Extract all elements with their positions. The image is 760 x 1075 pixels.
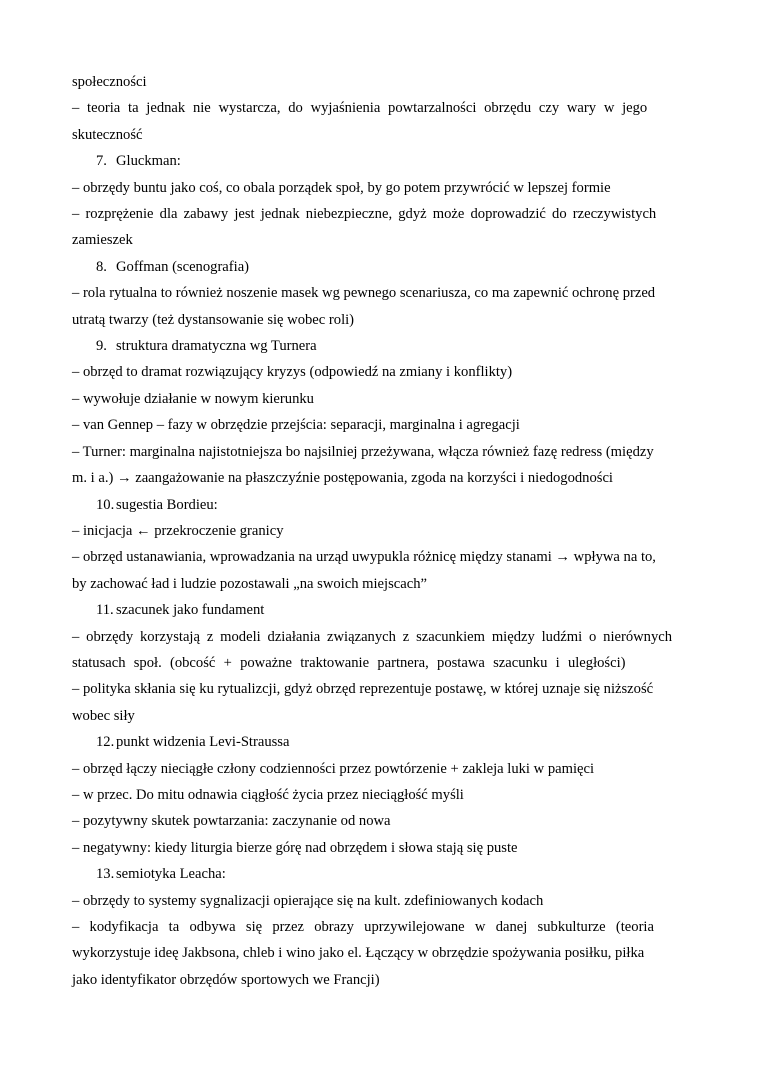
item-title: Gluckman: [116, 153, 181, 170]
text-line: – pozytywny skutek powtarzania: zaczynanie od nowa [72, 813, 391, 830]
text-line: wykorzystuje ideę Jakbsona, chleb i wino jako el. Łączący w obrzędzie spożywania posiłku, piłka [72, 945, 645, 962]
item-number: 11. [96, 602, 114, 619]
list-item-heading [72, 333, 688, 359]
text-line: skuteczność [72, 126, 143, 143]
text-line: m. i a.) → zaangażowanie na płaszczyźnie postępowania, zgoda na korzyści i niedogodności [72, 470, 613, 487]
text-line: statusach społ. (obcość + poważne traktowanie partnera, postawa szacunku i uległości) [72, 654, 626, 671]
document-page [72, 69, 688, 993]
text-line: – van Gennep – fazy w obrzędzie przejścia: separacji, marginalna i agregacji [72, 417, 520, 434]
item-number: 12. [96, 734, 115, 751]
item-title: struktura dramatyczna wg Turnera [116, 338, 317, 355]
text-line: wobec siły [72, 707, 135, 724]
text-line: – w przec. Do mitu odnawia ciągłość życia przez nieciągłość myśli [72, 786, 464, 803]
list-item-heading [72, 492, 688, 518]
item-number: 9. [96, 338, 107, 355]
item-title: punkt widzenia Levi-Straussa [116, 734, 290, 751]
text-line: zamieszek [72, 232, 133, 249]
text-line: społeczności [72, 74, 147, 90]
text-line: – inicjacja ← przekroczenie granicy [72, 522, 284, 539]
text-line: – Turner: marginalna najistotniejsza bo najsilniej przeżywana, włącza również fazę redress (między [72, 443, 654, 460]
item-number: 8. [96, 258, 107, 275]
list-item-heading [72, 861, 688, 887]
item-number: 10. [96, 496, 115, 513]
item-title: szacunek jako fundament [116, 602, 265, 619]
text-line: – rozprężenie dla zabawy jest jednak niebezpieczne, gdyż może doprowadzić do rzeczywistych [72, 206, 657, 223]
text-line: – obrzędy buntu jako coś, co obala porządek społ, by go potem przywrócić w lepszej formie [72, 179, 611, 196]
text-line: – rola rytualna to również noszenie masek wg pewnego scenariusza, co ma zapewnić ochronę przed [72, 285, 656, 302]
item-title: sugestia Bordieu: [116, 496, 218, 513]
text-line: – obrzęd łączy nieciągłe człony codzienności przez powtórzenie + zakleja luki w pamięci [72, 760, 595, 777]
text-line: – kodyfikacja ta odbywa się przez obrazy uprzywilejowane w danej subkulturze (teoria [72, 919, 654, 935]
text-line: – obrzęd to dramat rozwiązujący kryzys (odpowiedź na zmiany i konflikty) [72, 364, 513, 381]
item-title: semiotyka Leacha: [116, 866, 226, 883]
text-line: – teoria ta jednak nie wystarcza, do wyjaśnienia powtarzalności obrzędu czy wary w jego [72, 100, 648, 117]
text-line: utratą twarzy (też dystansowanie się wobec roli) [72, 311, 355, 328]
list-item-heading [72, 254, 688, 280]
text-line: – obrzędy to systemy sygnalizacji opierające się na kult. zdefiniowanych kodach [72, 892, 544, 909]
text-line: jako identyfikator obrzędów sportowych we Francji) [72, 971, 380, 988]
list-item-heading [72, 597, 688, 623]
list-item-heading [72, 148, 688, 174]
item-title: Goffman (scenografia) [116, 258, 250, 275]
text-line: – negatywny: kiedy liturgia bierze górę nad obrzędem i słowa stają się puste [72, 839, 518, 856]
list-item-heading [72, 729, 688, 755]
text-line: – wywołuje działanie w nowym kierunku [72, 390, 314, 407]
text-line: – obrzęd ustanawiania, wprowadzania na urząd uwypukla różnicę między stanami → wpływa na to, [72, 549, 656, 566]
item-number: 13. [96, 866, 115, 883]
item-number: 7. [96, 153, 107, 170]
text-line: by zachować ład i ludzie pozostawali „na swoich miejscach” [72, 575, 427, 592]
text-line: – obrzędy korzystają z modeli działania związanych z szacunkiem między ludźmi o nierównych [72, 628, 673, 645]
text-line: – polityka skłania się ku rytualizcji, gdyż obrzęd reprezentuje postawę, w której uznaje się niższość [72, 681, 654, 698]
